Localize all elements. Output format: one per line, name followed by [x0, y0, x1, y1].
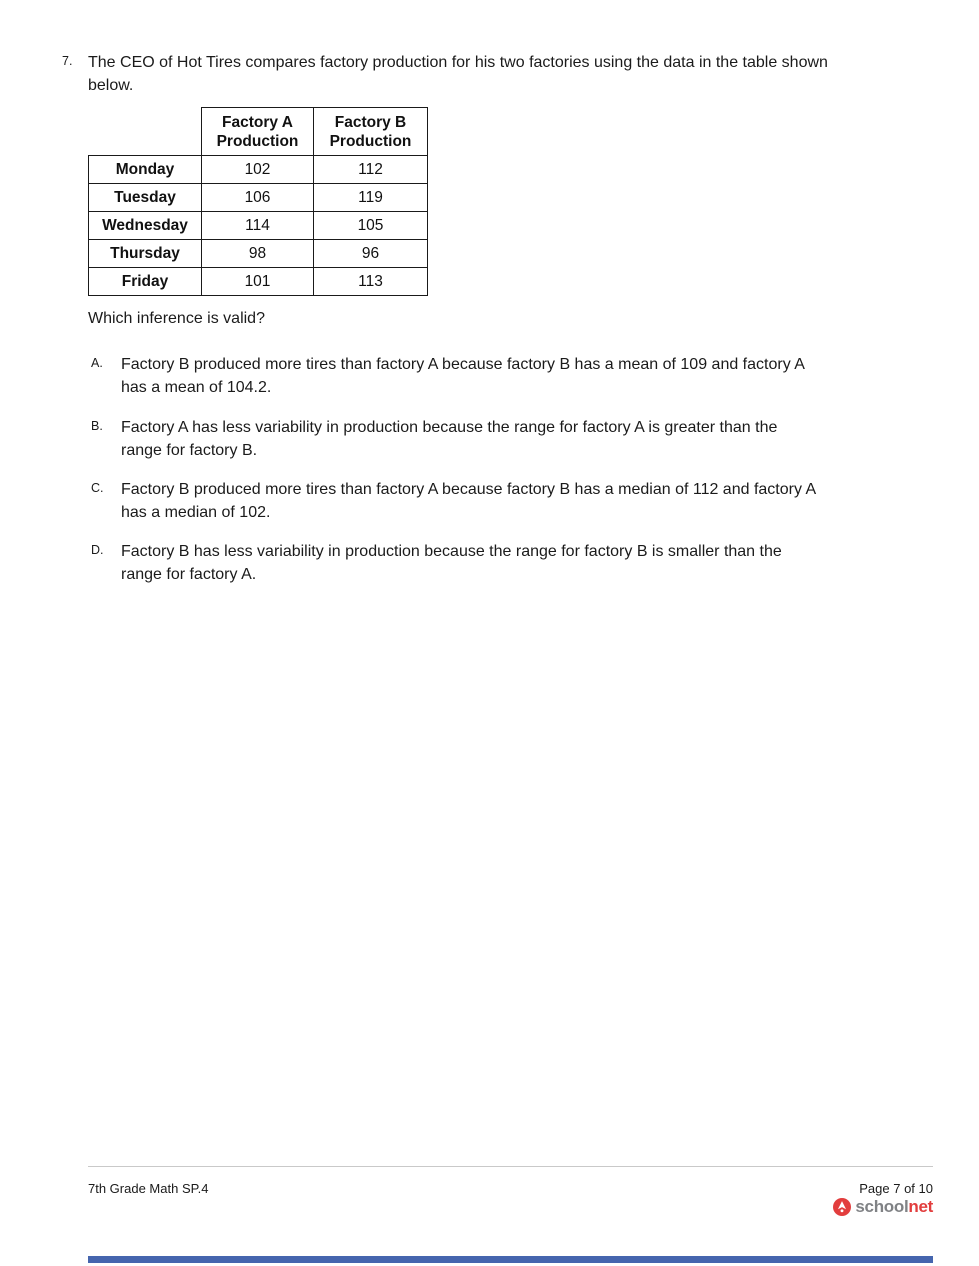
question-text: The CEO of Hot Tires compares factory production for his two factories using the data in the table shown below.	[88, 54, 828, 94]
table-day-cell: Friday	[89, 268, 202, 296]
table-day-cell: Wednesday	[89, 212, 202, 240]
footer-document-title: 7th Grade Math SP.4	[88, 1181, 209, 1196]
table-corner-cell	[89, 108, 202, 156]
header-line: Production	[329, 132, 412, 150]
table-row	[89, 212, 428, 240]
schoolnet-icon	[833, 1198, 851, 1216]
table-factory-a-cell: 114	[202, 212, 314, 240]
table-row	[89, 184, 428, 212]
table-day-cell: Monday	[89, 156, 202, 184]
question-prompt: Which inference is valid?	[88, 310, 265, 327]
answer-choice-d	[88, 540, 888, 586]
table-day-cell: Thursday	[89, 240, 202, 268]
table-factory-a-cell: 98	[202, 240, 314, 268]
table-factory-b-cell: 119	[314, 184, 428, 212]
table-header-factory-b	[314, 108, 428, 156]
header-line: Factory B	[334, 113, 407, 131]
table-factory-b-cell: 112	[314, 156, 428, 184]
header-line: Production	[216, 132, 299, 150]
table-factory-b-cell: 105	[314, 212, 428, 240]
header-line: Factory A	[222, 113, 293, 131]
answer-choice-a	[88, 353, 888, 399]
table-factory-b-cell: 96	[314, 240, 428, 268]
question-number: 7.	[62, 54, 73, 68]
table-day-cell: Tuesday	[89, 184, 202, 212]
choice-letter: A.	[91, 356, 103, 370]
choice-letter: D.	[91, 543, 104, 557]
footer-page-number: Page 7 of 10	[859, 1181, 933, 1196]
table-row	[89, 240, 428, 268]
schoolnet-logo	[833, 1198, 933, 1216]
answer-choice-b	[88, 416, 888, 462]
production-table	[88, 107, 428, 296]
logo-net-text: net	[908, 1197, 933, 1216]
table-row	[89, 156, 428, 184]
table-factory-a-cell: 102	[202, 156, 314, 184]
footer-divider	[88, 1166, 933, 1167]
table-header-factory-a	[202, 108, 314, 156]
choice-text: Factory B produced more tires than factory A because factory B has a median of 112 and factory A has a median of 102.	[121, 481, 816, 521]
table-row	[89, 268, 428, 296]
logo-school-text: school	[855, 1197, 909, 1216]
schoolnet-wordmark	[855, 1198, 933, 1216]
table-header-row	[89, 108, 428, 156]
table-factory-b-cell: 113	[314, 268, 428, 296]
choice-text: Factory B produced more tires than factory A because factory B has a mean of 109 and factory A has a mean of 104.2.	[121, 356, 805, 396]
table-factory-a-cell: 106	[202, 184, 314, 212]
table-factory-a-cell: 101	[202, 268, 314, 296]
choice-text: Factory A has less variability in production because the range for factory A is greater than the range for factory B.	[121, 419, 778, 459]
answer-choice-c	[88, 478, 888, 524]
bottom-blue-bar	[88, 1256, 933, 1263]
choice-letter: B.	[91, 419, 103, 433]
choice-letter: C.	[91, 481, 104, 495]
choice-text: Factory B has less variability in production because the range for factory B is smaller than the range for factory A.	[121, 543, 782, 583]
